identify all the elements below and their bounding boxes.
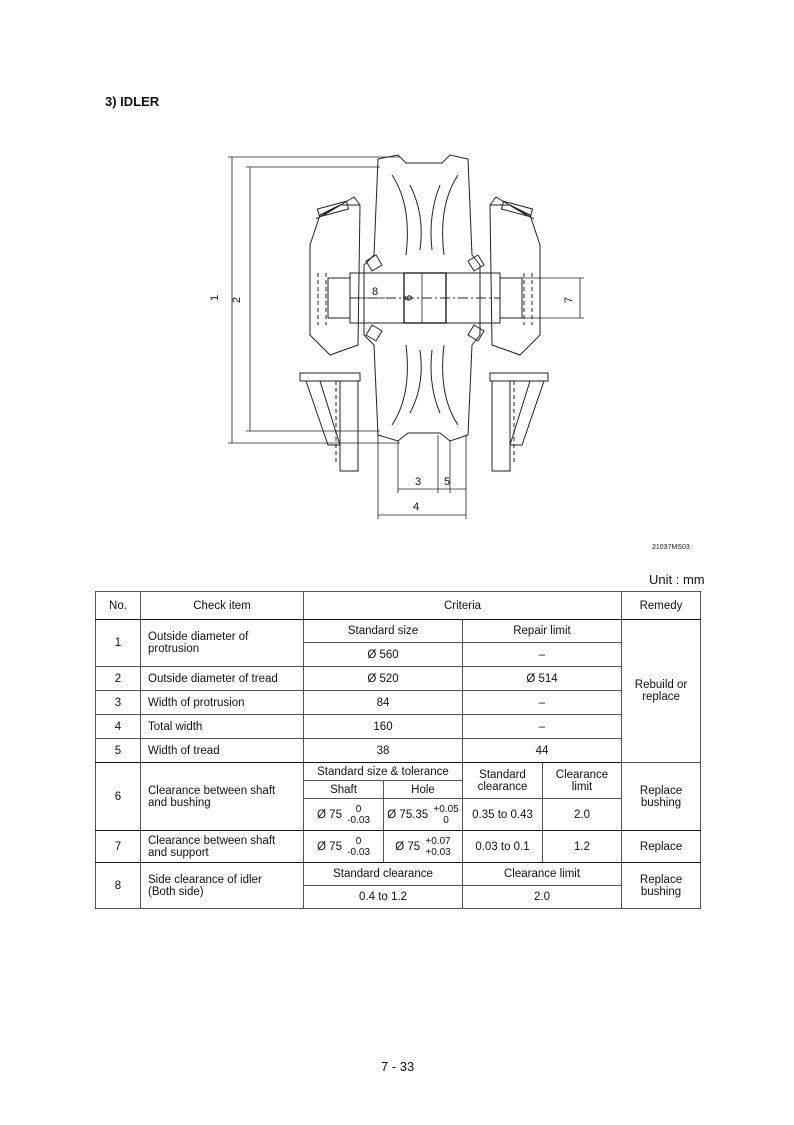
repair-value: Ø 514 (463, 667, 622, 691)
row-no: 8 (96, 863, 141, 909)
table-row (96, 763, 701, 781)
row-item: Clearance between shaft and bushing (141, 763, 304, 831)
standard-value: Ø 520 (304, 667, 463, 691)
table-row (96, 620, 701, 643)
standard-value: 84 (304, 691, 463, 715)
row-item: Width of protrusion (141, 691, 304, 715)
header-check-item: Check item (141, 592, 304, 620)
table-row (96, 715, 701, 739)
page-number: 7 - 33 (381, 1059, 415, 1074)
row-item: Total width (141, 715, 304, 739)
tolerance-label: Standard size & tolerance (304, 763, 463, 781)
standard-clearance-label: Standard clearance (463, 763, 543, 799)
hole-size: Ø 75.35 +0.05 0 (384, 799, 463, 831)
row-no: 1 (96, 620, 141, 667)
row-no: 3 (96, 691, 141, 715)
row-item: Outside diameter of protrusion (141, 620, 304, 667)
dim-1: 1 (209, 294, 221, 301)
row-item: Width of tread (141, 739, 304, 763)
table-row (96, 863, 701, 886)
hole-size: Ø 75 +0.07 +0.03 (384, 831, 463, 863)
row-no: 2 (96, 667, 141, 691)
dim-4: 4 (413, 501, 420, 513)
clearance-limit-label: Clearance limit (463, 863, 622, 886)
row-no: 4 (96, 715, 141, 739)
dim-7: 7 (563, 296, 575, 303)
repair-value: 44 (463, 739, 622, 763)
standard-value: Ø 560 (304, 643, 463, 667)
shaft-label: Shaft (304, 781, 384, 799)
standard-size-label: Standard size (304, 620, 463, 643)
clearance-limit-label: Clearance limit (543, 763, 622, 799)
standard-clearance: 0.35 to 0.43 (463, 799, 543, 831)
dim-6: 6 (403, 294, 415, 301)
row-item: Clearance between shaft and support (141, 831, 304, 863)
clearance-limit: 2.0 (543, 799, 622, 831)
table-row (96, 691, 701, 715)
section-heading: 3) IDLER (105, 94, 160, 109)
clearance-limit: 1.2 (543, 831, 622, 863)
header-no: No. (96, 592, 141, 620)
standard-clearance-label: Standard clearance (304, 863, 463, 886)
remedy-cell: Rebuild or replace (622, 620, 701, 763)
remedy-cell: Replace bushing (622, 863, 701, 909)
repair-value: – (463, 643, 622, 667)
hole-label: Hole (384, 781, 463, 799)
dim-3: 3 (415, 476, 422, 488)
standard-clearance: 0.03 to 0.1 (463, 831, 543, 863)
standard-value: 160 (304, 715, 463, 739)
header-criteria: Criteria (304, 592, 622, 620)
table-row (96, 739, 701, 763)
remedy-cell: Replace bushing (622, 763, 701, 831)
table-row (96, 667, 701, 691)
dim-2: 2 (231, 296, 243, 303)
idler-drawing (200, 145, 600, 530)
dim-5: 5 (444, 476, 451, 488)
shaft-size: Ø 75 0 -0.03 (304, 831, 384, 863)
row-no: 6 (96, 763, 141, 831)
repair-limit-label: Repair limit (463, 620, 622, 643)
clearance-limit: 2.0 (463, 886, 622, 909)
standard-clearance: 0.4 to 1.2 (304, 886, 463, 909)
figure-code: 21037MS03 (652, 544, 690, 551)
inspection-table (95, 591, 701, 909)
row-item: Outside diameter of tread (141, 667, 304, 691)
shaft-size: Ø 75 0 -0.03 (304, 799, 384, 831)
repair-value: – (463, 715, 622, 739)
dim-8: 8 (372, 286, 379, 298)
unit-label: Unit : mm (649, 572, 705, 587)
header-remedy: Remedy (622, 592, 701, 620)
remedy-cell: Replace (622, 831, 701, 863)
repair-value: – (463, 691, 622, 715)
row-no: 7 (96, 831, 141, 863)
table-row (96, 831, 701, 863)
standard-value: 38 (304, 739, 463, 763)
row-no: 5 (96, 739, 141, 763)
row-item: Side clearance of idler (Both side) (141, 863, 304, 909)
